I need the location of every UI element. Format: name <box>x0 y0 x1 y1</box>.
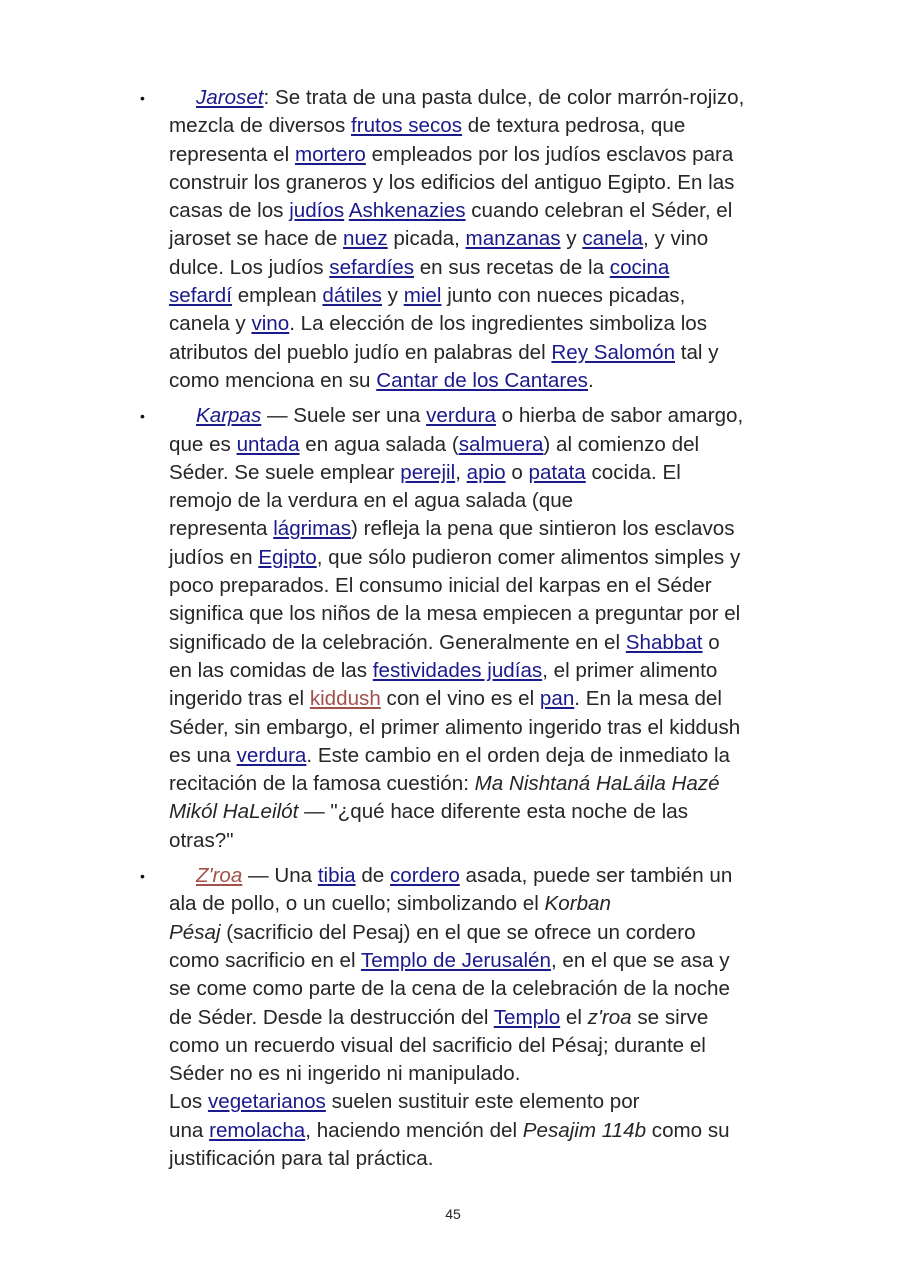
text-run: Séder. Se suele emplear <box>169 460 401 484</box>
text-line <box>169 197 820 225</box>
text-run: de Séder. Desde la destrucción del <box>169 1005 494 1029</box>
list-item <box>140 402 820 855</box>
text-run: junto con nueces picadas, <box>441 284 686 308</box>
text-run: otras?" <box>169 828 234 852</box>
emphasized-text: z'roa <box>587 1005 632 1029</box>
text-line <box>169 402 820 430</box>
text-line <box>169 827 820 855</box>
bullet-icon: • <box>140 90 145 106</box>
text-line <box>169 282 820 310</box>
text-line <box>169 890 820 918</box>
inline-link[interactable]: perejil <box>400 460 456 484</box>
text-run: se sirve <box>631 1005 709 1029</box>
text-run: representa el <box>169 142 295 166</box>
text-run: o <box>702 630 720 654</box>
inline-link[interactable]: miel <box>403 284 442 308</box>
inline-link[interactable]: lágrimas <box>273 517 352 541</box>
text-run: como sacrificio en el <box>169 948 361 972</box>
text-line <box>169 770 820 798</box>
text-run: — Suele ser una <box>261 404 427 428</box>
text-run: Los <box>169 1090 208 1114</box>
text-run: , y vino <box>643 227 709 251</box>
text-run: de textura pedrosa, que <box>462 114 686 138</box>
inline-link[interactable]: kiddush <box>309 687 381 711</box>
text-line <box>169 862 820 890</box>
text-line <box>169 459 820 487</box>
inline-link[interactable]: festividades judías <box>372 658 543 682</box>
text-run: con el vino es el <box>380 687 540 711</box>
text-line <box>169 112 820 140</box>
text-run: , que sólo pudieron comer alimentos simples y <box>316 545 741 569</box>
text-run: remojo de la verdura en el agua salada (que <box>169 489 574 513</box>
inline-link[interactable]: untada <box>236 432 300 456</box>
text-run: en sus recetas de la <box>414 255 610 279</box>
inline-link[interactable]: vino <box>251 312 290 336</box>
text-line <box>169 141 820 169</box>
text-run: una <box>169 1118 210 1142</box>
text-line <box>169 515 820 543</box>
text-run: dulce. Los judíos <box>169 255 330 279</box>
text-run: . La elección de los ingredientes simboliza los <box>289 312 708 336</box>
text-line <box>169 169 820 197</box>
inline-link[interactable]: Templo de Jerusalén <box>360 948 551 972</box>
text-line <box>169 657 820 685</box>
inline-link[interactable] <box>196 86 264 109</box>
text-line <box>169 919 820 947</box>
emphasized-text: Ma Nishtaná HaLáila Hazé <box>474 772 720 796</box>
text-run: es una <box>169 743 237 767</box>
text-line <box>169 367 820 395</box>
text-run: poco preparados. El consumo inicial del karpas en el Séder <box>169 574 712 598</box>
text-run: — Una <box>242 864 318 888</box>
text-run: significa que los niños de la mesa empiecen a preguntar por el <box>169 602 741 626</box>
inline-link[interactable]: nuez <box>343 227 388 251</box>
text-line <box>169 947 820 975</box>
text-run: , en el que se asa y <box>550 948 730 972</box>
inline-link[interactable]: Ashkenazies <box>348 199 466 223</box>
bullet-icon: • <box>140 868 145 885</box>
text-run: o <box>505 460 529 484</box>
ingredient-list <box>140 84 820 1180</box>
text-run: y <box>381 284 404 308</box>
text-run: . <box>587 368 594 392</box>
text-run: canela y <box>169 312 252 336</box>
inline-link[interactable] <box>196 404 261 427</box>
text-line <box>169 431 820 459</box>
text-line <box>169 225 820 253</box>
link-emphasis: Z'roa <box>196 864 243 888</box>
inline-link[interactable]: Shabbat <box>625 630 703 654</box>
text-run: mezcla de diversos <box>169 114 351 138</box>
text-run: construir los graneros y los edificios del antiguo Egipto. En las <box>169 170 735 194</box>
text-run: , haciendo mención del <box>305 1118 523 1142</box>
text-line <box>169 572 820 600</box>
link-emphasis: Jaroset <box>196 86 264 109</box>
inline-link[interactable]: tibia <box>317 864 356 888</box>
text-line <box>169 487 820 515</box>
page-number: 45 <box>445 1206 461 1222</box>
inline-link[interactable]: Egipto <box>258 545 317 569</box>
text-run: emplean <box>231 284 323 308</box>
inline-link[interactable]: dátiles <box>322 284 382 308</box>
text-line <box>169 685 820 713</box>
text-run: suelen sustituir este elemento por <box>325 1090 640 1114</box>
text-run: en agua salada ( <box>299 432 459 456</box>
text-line <box>169 714 820 742</box>
text-run: cuando celebran el Séder, el <box>465 199 733 223</box>
text-line <box>169 339 820 367</box>
text-run: empleados por los judíos esclavos para <box>365 142 734 166</box>
inline-link[interactable]: cordero <box>389 864 460 888</box>
inline-link[interactable]: mortero <box>294 142 366 166</box>
inline-link[interactable] <box>196 864 242 887</box>
text-line <box>169 1145 820 1173</box>
text-run: — "¿qué hace diferente esta noche de las <box>298 800 689 824</box>
inline-link[interactable]: vegetarianos <box>207 1090 326 1114</box>
list-item <box>140 862 820 1173</box>
text-run: de <box>355 864 390 888</box>
text-run: como su <box>646 1118 730 1142</box>
text-run: . En la mesa del <box>574 687 722 711</box>
text-run: el <box>560 1005 588 1029</box>
text-line <box>169 1117 820 1145</box>
text-run: , el primer alimento <box>542 658 718 682</box>
inline-link[interactable]: pan <box>539 687 575 711</box>
text-line <box>169 600 820 628</box>
text-line <box>169 1088 820 1116</box>
text-line <box>169 254 820 282</box>
text-run: como un recuerdo visual del sacrificio del Pésaj; durante el <box>169 1033 706 1057</box>
text-line <box>169 310 820 338</box>
text-run: Séder no es ni ingerido ni manipulado. <box>169 1062 521 1086</box>
inline-link[interactable]: Cantar de los Cantares <box>376 368 588 392</box>
list-item <box>140 84 820 395</box>
emphasized-text: Pesajim 114b <box>522 1118 647 1142</box>
text-run: justificación para tal práctica. <box>169 1146 434 1170</box>
inline-link[interactable]: verdura <box>426 404 496 428</box>
inline-link[interactable]: Rey Salomón <box>551 340 676 364</box>
text-run: y <box>560 227 583 251</box>
inline-link[interactable]: cocina <box>609 255 670 279</box>
text-run: asada, puede ser también un <box>459 864 733 888</box>
text-run: ) al comienzo del <box>543 432 700 456</box>
text-run: . Este cambio en el orden deja de inmediato la <box>306 743 730 767</box>
text-line <box>169 1004 820 1032</box>
text-run: jaroset se hace de <box>169 227 344 251</box>
text-run: ingerido tras el <box>169 687 310 711</box>
inline-link[interactable]: manzanas <box>465 227 561 251</box>
inline-link[interactable]: sefardí <box>169 284 232 308</box>
text-line <box>169 84 820 112</box>
inline-link[interactable]: salmuera <box>458 432 544 456</box>
emphasized-text: Pésaj <box>169 920 221 944</box>
text-line <box>169 742 820 770</box>
text-run: como menciona en su <box>169 368 377 392</box>
text-line <box>169 798 820 826</box>
inline-link[interactable]: apio <box>466 460 506 484</box>
text-line <box>169 544 820 572</box>
emphasized-text: Mikól HaLeilót <box>169 800 299 824</box>
text-run: judíos en <box>169 545 259 569</box>
text-run: se come como parte de la cena de la celebración de la noche <box>169 977 730 1001</box>
text-run: Séder, sin embargo, el primer alimento ingerido tras el kiddush <box>169 715 741 739</box>
text-run: ala de pollo, o un cuello; simbolizando el <box>169 892 545 916</box>
inline-link[interactable]: canela <box>582 227 643 251</box>
text-run: atributos del pueblo judío en palabras del <box>169 340 552 364</box>
inline-link[interactable]: remolacha <box>209 1118 306 1142</box>
text-line <box>169 1032 820 1060</box>
inline-link[interactable]: judíos <box>289 199 345 223</box>
inline-link[interactable]: patata <box>528 460 586 484</box>
text-line <box>169 975 820 1003</box>
text-run: casas de los <box>169 199 290 223</box>
text-line <box>169 629 820 657</box>
text-run: , <box>455 460 467 484</box>
text-run: recitación de la famosa cuestión: <box>169 772 475 796</box>
text-run: que es <box>169 432 237 456</box>
text-run: en las comidas de las <box>169 658 373 682</box>
inline-link[interactable]: Templo <box>493 1005 561 1029</box>
text-line <box>169 1060 820 1088</box>
text-run: o hierba de sabor amargo, <box>495 404 744 428</box>
inline-link[interactable]: verdura <box>236 743 307 767</box>
inline-link[interactable]: sefardíes <box>329 255 414 279</box>
text-run: (sacrificio del Pesaj) en el que se ofrece un cordero <box>220 920 696 944</box>
emphasized-text: Korban <box>544 892 611 916</box>
text-run: cocida. El <box>585 460 681 484</box>
inline-link[interactable]: frutos secos <box>351 114 463 138</box>
bullet-icon: • <box>140 408 145 425</box>
text-run: : Se trata de una pasta dulce, de color marrón-rojizo, <box>263 86 745 109</box>
text-run: significado de la celebración. Generalmente en el <box>169 630 626 654</box>
text-run: tal y <box>675 340 719 364</box>
link-emphasis: Karpas <box>196 404 262 428</box>
text-run: picada, <box>387 227 466 251</box>
text-run: representa <box>169 517 274 541</box>
text-run: ) refleja la pena que sintieron los esclavos <box>351 517 735 541</box>
